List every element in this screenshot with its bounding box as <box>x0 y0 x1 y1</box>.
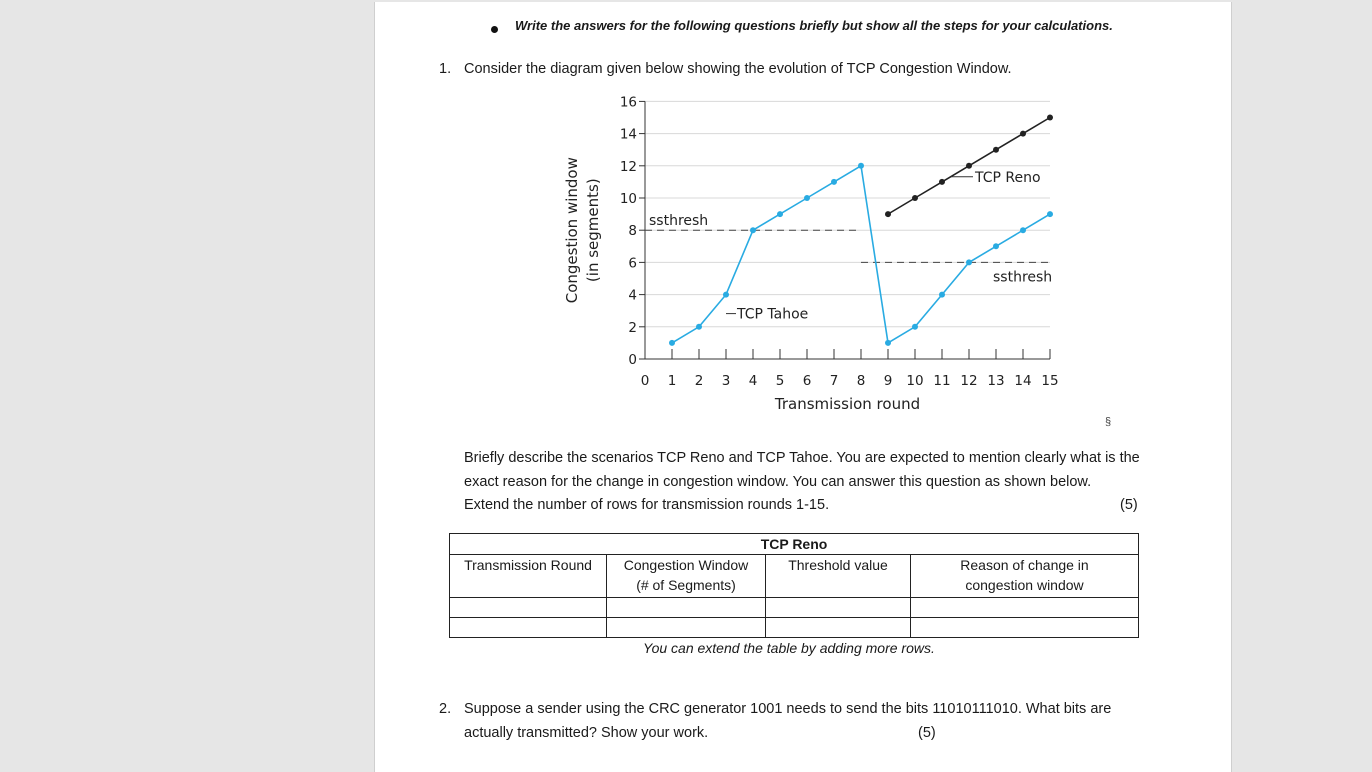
table-row <box>450 618 1139 638</box>
data-point <box>993 147 999 153</box>
question-1-description-line-2: exact reason for the change in congestion window. You can answer this question as shown below. <box>464 474 1092 490</box>
y-axis-label: Congestion window <box>563 157 581 304</box>
question-2-number: 2. <box>439 701 452 717</box>
header-text: Reason of change in <box>960 557 1089 573</box>
data-point <box>885 211 891 217</box>
y-tick-label: 2 <box>628 319 637 336</box>
table-cell[interactable] <box>911 598 1139 618</box>
table-caption-row <box>450 534 1139 555</box>
series-line-tcp-tahoe <box>672 166 1053 343</box>
data-point <box>750 227 756 233</box>
data-point <box>966 259 972 265</box>
x-tick-label: 4 <box>748 373 758 389</box>
data-point <box>1020 131 1026 137</box>
x-tick-label: 15 <box>1041 373 1059 389</box>
tahoe-annotation: TCP Tahoe <box>737 306 809 323</box>
question-1-marks: (5) <box>1120 497 1138 513</box>
data-point <box>1020 227 1026 233</box>
data-point <box>912 195 918 201</box>
table-cell[interactable] <box>766 598 911 618</box>
table-row <box>450 598 1139 618</box>
table-note: You can extend the table by adding more rows. <box>643 640 935 656</box>
header-text: (# of Segments) <box>636 577 736 593</box>
data-point <box>831 179 837 185</box>
question-1-description-line-1: Briefly describe the scenarios TCP Reno and TCP Tahoe. You are expected to mention clearly what is the <box>464 450 1140 466</box>
x-tick-label: 11 <box>933 373 951 389</box>
y-tick-label: 4 <box>628 287 637 304</box>
instruction-text: Write the answers for the following questions briefly but show all the steps for your calculations. <box>515 18 1113 33</box>
x-tick-label: 10 <box>906 373 924 389</box>
header-text: Transmission Round <box>464 557 592 573</box>
table-cell[interactable] <box>911 618 1139 638</box>
y-tick-label: 6 <box>628 255 637 272</box>
data-point <box>669 340 675 346</box>
x-tick-label: 1 <box>667 373 677 389</box>
question-2-line-1: Suppose a sender using the CRC generator 1001 needs to send the bits 11010111010. What bits are <box>464 701 1112 717</box>
question-1-description-line-3: Extend the number of rows for transmission rounds 1-15. <box>464 497 830 513</box>
header-text: Threshold value <box>788 557 888 573</box>
x-tick-label: 9 <box>883 373 893 389</box>
question-2-line-2: actually transmitted? Show your work. <box>464 725 709 741</box>
header-text: Congestion Window <box>623 557 749 573</box>
data-point <box>885 340 891 346</box>
congestion-window-chart <box>555 90 1075 422</box>
table-cell[interactable] <box>450 598 607 618</box>
bullet-icon <box>491 26 498 33</box>
y-tick-label: 8 <box>628 223 637 240</box>
data-point <box>966 163 972 169</box>
x-tick-label: 7 <box>829 373 839 389</box>
chart-svg <box>555 90 1075 422</box>
question-1-number: 1. <box>439 61 452 77</box>
header-transmission-round <box>450 555 607 598</box>
y-axis-label: (in segments) <box>584 178 602 283</box>
x-tick-label: 0 <box>640 373 650 389</box>
header-text: congestion window <box>965 577 1084 593</box>
table-cell[interactable] <box>607 598 766 618</box>
table-caption: TCP Reno <box>450 534 1139 555</box>
x-axis-label: Transmission round <box>774 395 921 413</box>
table-cell[interactable] <box>450 618 607 638</box>
header-congestion-window <box>607 555 766 598</box>
data-point <box>777 211 783 217</box>
y-tick-label: 10 <box>619 191 637 207</box>
question-2-marks: (5) <box>918 725 936 741</box>
data-point <box>912 324 918 330</box>
x-tick-label: 12 <box>960 373 978 389</box>
x-tick-label: 2 <box>694 373 704 389</box>
data-point <box>939 179 945 185</box>
ssthresh-label: ssthresh <box>649 213 709 230</box>
table-header-row <box>450 555 1139 598</box>
table-cell[interactable] <box>607 618 766 638</box>
y-tick-label: 12 <box>619 158 637 175</box>
reno-annotation: TCP Reno <box>975 169 1041 186</box>
y-tick-label: 16 <box>619 94 637 111</box>
data-point <box>723 292 729 298</box>
answer-table <box>449 533 1139 638</box>
data-point <box>1047 115 1053 121</box>
x-tick-label: 3 <box>721 373 731 389</box>
x-tick-label: 5 <box>775 373 785 389</box>
data-point <box>696 324 702 330</box>
y-tick-label: 0 <box>628 352 637 368</box>
y-tick-label: 14 <box>619 126 637 143</box>
ssthresh-label: ssthresh <box>993 269 1053 286</box>
data-point <box>993 243 999 249</box>
question-1-text: Consider the diagram given below showing the evolution of TCP Congestion Window. <box>464 61 1012 77</box>
table-cell[interactable] <box>766 618 911 638</box>
data-point <box>858 163 864 169</box>
header-threshold-value <box>766 555 911 598</box>
x-tick-label: 13 <box>987 373 1005 389</box>
document-page <box>374 2 1232 772</box>
paragraph-anchor-icon[interactable]: § <box>1105 416 1112 428</box>
data-point <box>1047 211 1053 217</box>
x-tick-label: 14 <box>1014 373 1032 389</box>
data-point <box>939 292 945 298</box>
data-point <box>804 195 810 201</box>
x-tick-label: 6 <box>802 373 812 389</box>
x-tick-label: 8 <box>856 373 866 389</box>
header-reason <box>911 555 1139 598</box>
